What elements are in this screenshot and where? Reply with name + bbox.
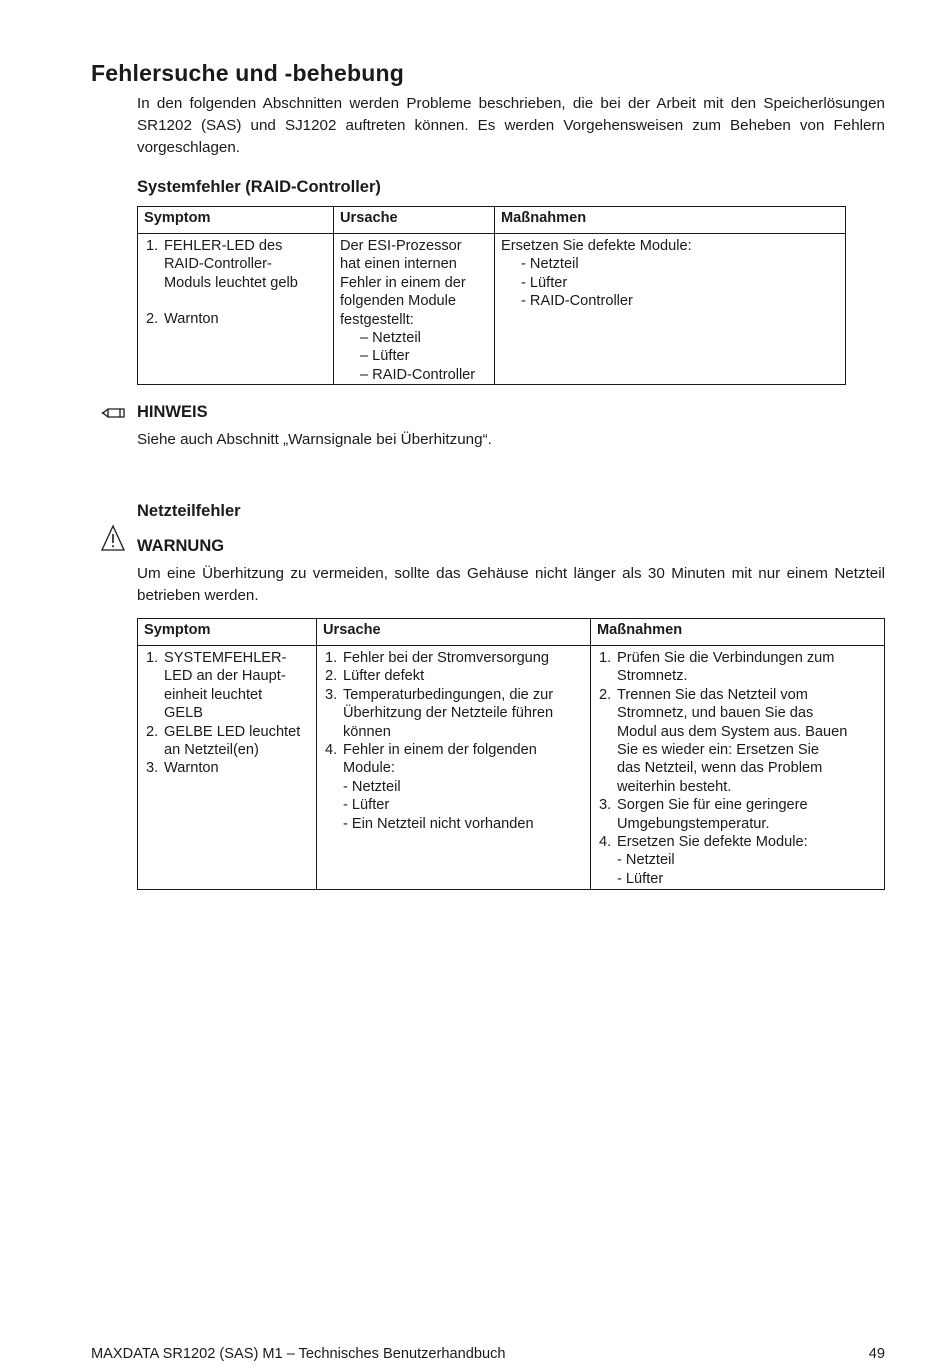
list-item: 1. Fehler bei der Stromversorgung <box>325 650 550 666</box>
warnung-text: Um eine Überhitzung zu vermeiden, sollte das Gehäuse nicht länger als 30 Minuten mit nur einem Netzteil betrieben werden. <box>137 565 885 604</box>
symptom-cell <box>138 234 334 385</box>
cause-cell: Der ESI-Prozessor hat einen internen Fehler in einem der folgenden Module festgestellt: – Netzteil – Lüfter – RAID-Controller <box>334 234 495 385</box>
list-item: – Lüfter <box>360 348 410 365</box>
action-cell: Ersetzen Sie defekte Module: - Netzteil - Lüfter - RAID-Controller <box>495 234 846 385</box>
cause-cell <box>317 646 591 890</box>
page-number: 49 <box>868 1346 885 1362</box>
column-header-ursache: Ursache <box>317 619 591 646</box>
table-header-row <box>138 619 885 646</box>
column-header-symptom: Symptom <box>138 207 334 234</box>
list-item: 2. GELBE LED leuchtet an Netzteil(en) <box>146 723 301 759</box>
column-header-symptom: Symptom <box>138 619 317 646</box>
column-header-ursache: Ursache <box>334 207 495 234</box>
list-item: 4. Ersetzen Sie defekte Module: - Netzteil - Lüfter <box>599 834 808 887</box>
list-item: 2. Trennen Sie das Netzteil vom Stromnetz, und bauen Sie das Modul aus dem System aus. Bauen Sie es wieder ein: Ersetzen Sie das Netzteil, wenn das Problem weiterhin besteht. <box>599 686 848 795</box>
footer-title: MAXDATA SR1202 (SAS) M1 – Technisches Benutzerhandbuch <box>91 1346 506 1362</box>
hinweis-text: Siehe auch Abschnitt „Warnsignale bei Überhitzung“. <box>137 431 492 448</box>
warning-triangle-icon <box>100 524 126 552</box>
list-item: 4. Fehler in einem der folgenden Module: - Netzteil - Lüfter - Ein Netzteil nicht vorhanden <box>325 742 537 832</box>
section-heading-netzteilfehler: Netzteilfehler <box>137 502 241 520</box>
symptom-cell <box>138 646 317 890</box>
table-header-row <box>138 207 846 234</box>
hinweis-heading: HINWEIS <box>137 403 208 421</box>
list-item: – Netzteil <box>360 330 421 347</box>
warnung-heading: WARNUNG <box>137 537 225 555</box>
action-cell <box>591 646 885 890</box>
page-title: Fehlersuche und -behebung <box>91 60 404 86</box>
list-item: 3. Warnton <box>146 760 219 777</box>
list-item: 3. Sorgen Sie für eine geringere Umgebungstemperatur. <box>599 797 808 832</box>
raid-controller-table <box>137 206 846 385</box>
list-item: – RAID-Controller <box>360 366 476 383</box>
list-item: 1. SYSTEMFEHLER- LED an der Haupt- einheit leuchtet GELB <box>146 650 287 722</box>
list-item: 1. FEHLER-LED des RAID-Controller- Moduls leuchtet gelb <box>146 238 298 291</box>
column-header-massnahmen: Maßnahmen <box>591 619 885 646</box>
pencil-icon <box>100 405 126 421</box>
table-row <box>138 234 846 385</box>
netzteil-table <box>137 618 885 890</box>
table-row <box>138 646 885 890</box>
list-item: - RAID-Controller <box>521 293 633 310</box>
section-heading-systemfehler: Systemfehler (RAID-Controller) <box>137 178 381 196</box>
intro-paragraph: In den folgenden Abschnitten werden Probleme beschrieben, die bei der Arbeit mit den Speicherlösungen SR1202 (SAS) und SJ1202 auftreten können. Es werden Vorgehensweisen zum Beheben von Fehlern vorgeschlagen. <box>137 95 885 156</box>
list-item: - Netzteil <box>521 256 579 273</box>
column-header-massnahmen: Maßnahmen <box>495 207 846 234</box>
list-item: - Lüfter <box>521 274 568 291</box>
list-item: 3. Temperaturbedingungen, die zur Überhitzung der Netzteile führen können <box>325 686 554 740</box>
list-item: 2. Lüfter defekt <box>325 668 425 685</box>
list-item: 2. Warnton <box>146 311 219 328</box>
list-item: 1. Prüfen Sie die Verbindungen zum Stromnetz. <box>599 650 835 685</box>
